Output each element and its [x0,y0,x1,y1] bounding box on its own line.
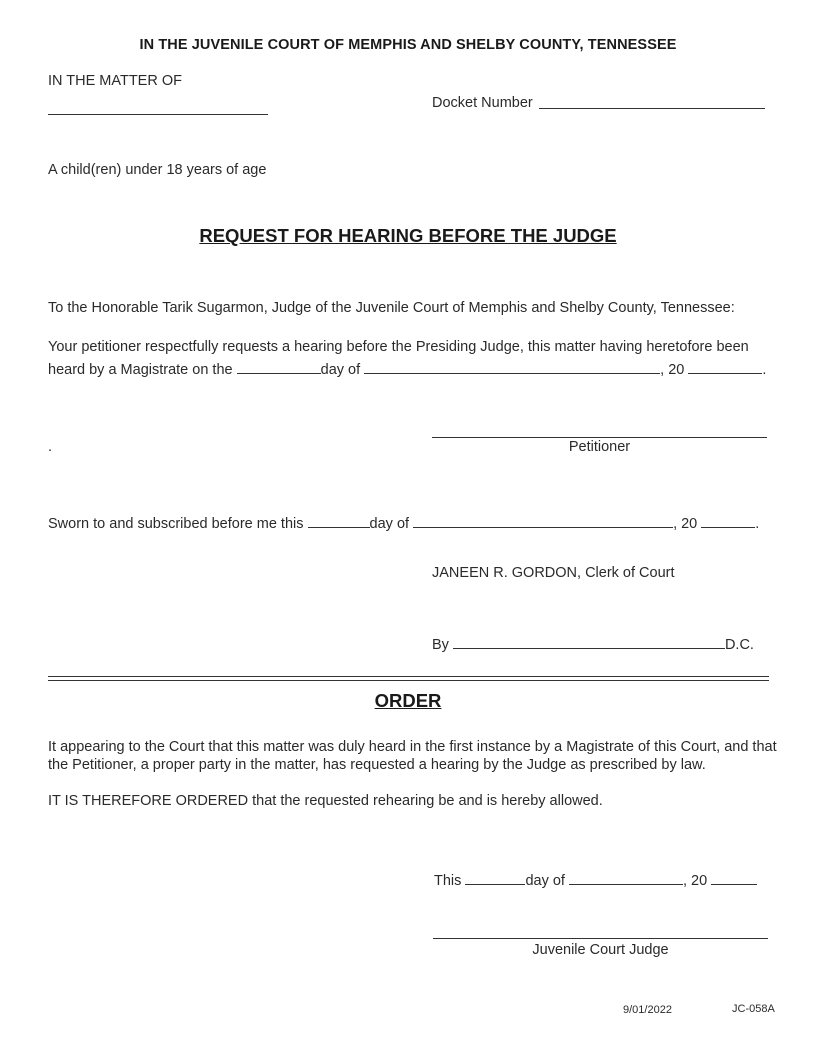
footer-form-code: JC-058A [732,1003,775,1015]
deputy-clerk-signature-blank[interactable] [453,635,725,649]
judge-label: Juvenile Court Judge [532,942,669,958]
order-day-of: day of [525,873,565,889]
order-this-label: This [434,873,462,889]
sworn-day-of: day of [369,516,410,532]
dc-label: D.C. [724,637,754,653]
child-label: A child(ren) under 18 years of age [48,162,267,178]
sworn-comma-20: , 20 [673,516,698,532]
petition-comma-20: , 20 [660,362,685,378]
separator-rule-bottom [48,680,769,681]
separator-rule-top [48,676,769,677]
deputy-clerk-line [432,635,754,654]
sworn-day-blank[interactable] [308,514,370,528]
order-year-blank[interactable] [711,871,757,885]
petition-line-2 [48,360,766,379]
address-line: To the Honorable Tarik Sugarmon, Judge of the Juvenile Court of Memphis and Shelby County, Tennessee: [48,300,735,316]
ordered-line: IT IS THEREFORE ORDERED that the requested rehearing be and is hereby allowed. [48,793,603,809]
order-comma-20: , 20 [682,873,708,889]
order-para-line-1: It appearing to the Court that this matter was duly heard in the first instance by a Magistrate of this Court, and that [48,739,777,755]
sworn-line [48,514,759,533]
docket-number-blank[interactable] [539,108,765,109]
court-title: IN THE JUVENILE COURT OF MEMPHIS AND SHELBY COUNTY, TENNESSEE [139,37,677,53]
petition-line-2-prefix: heard by a Magistrate on the [48,362,233,378]
hearing-year-blank[interactable] [688,360,762,374]
petition-period: . [762,362,767,378]
petition-line-1: Your petitioner respectfully requests a hearing before the Presiding Judge, this matter having heretofore been [48,339,749,355]
order-para-line-2: the Petitioner, a proper party in the matter, has requested a hearing by the Judge as prescribed by law. [48,757,706,773]
hearing-day-blank[interactable] [237,360,321,374]
clerk-line: JANEEN R. GORDON, Clerk of Court [432,565,675,581]
matter-name-blank[interactable] [48,114,268,115]
stray-period: . [48,439,53,455]
request-heading: REQUEST FOR HEARING BEFORE THE JUDGE [199,225,617,246]
order-day-blank[interactable] [465,871,525,885]
sworn-prefix: Sworn to and subscribed before me this [48,516,304,532]
judge-signature-line[interactable] [433,938,768,939]
hearing-month-blank[interactable] [364,360,660,374]
matter-label: IN THE MATTER OF [48,73,182,89]
sworn-month-blank[interactable] [413,514,673,528]
sworn-year-blank[interactable] [701,514,755,528]
petition-day-of: day of [320,362,361,378]
order-date-line [434,871,757,890]
footer-date: 9/01/2022 [623,1004,672,1016]
by-label: By [432,637,449,653]
petitioner-label: Petitioner [568,439,631,455]
sworn-period: . [755,516,760,532]
order-month-blank[interactable] [569,871,683,885]
docket-label: Docket Number [432,95,533,111]
order-heading: ORDER [374,690,442,711]
